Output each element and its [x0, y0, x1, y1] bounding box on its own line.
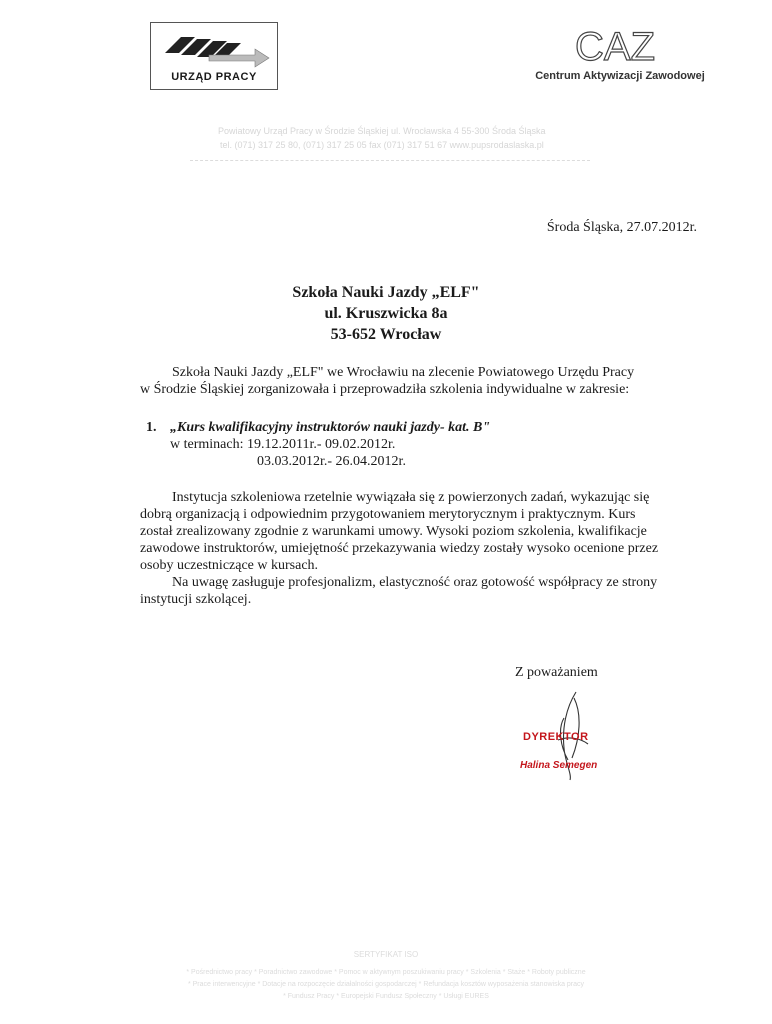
- item-terms-1: w terminach: 19.12.2011r.- 09.02.2012r.: [170, 437, 396, 452]
- item-title: „Kurs kwalifikacyjny instruktorów nauki jazdy- kat. B": [170, 420, 491, 435]
- para2-line1: Instytucja szkoleniowa rzetelnie wywiązała się z powierzonych zadań, wykazując się: [172, 490, 650, 505]
- item-terms-2: 03.03.2012r.- 26.04.2012r.: [257, 454, 406, 469]
- footer-line2: * Prace interwencyjne * Dotacje na rozpoczęcie działalności gospodarczej * Refundacja kosztów wyposażenia stanowiska pracy: [187, 981, 585, 988]
- para2-line5: osoby uczestniczące w kursach.: [140, 558, 319, 573]
- para3-line1: Na uwagę zasługuje profesjonalizm, elastyczność oraz gotowość współpracy ze strony: [172, 575, 658, 590]
- para2-line4: zawodowe instruktorów, umiejętność przekazywania wiedzy zostały wysoko ocenione przez: [140, 541, 659, 556]
- closing-greeting: Z poważaniem: [515, 665, 598, 680]
- stamp-name: Halina Semegen: [520, 760, 598, 771]
- intro-line2: w Środzie Śląskiej zorganizowała i przeprowadziła szkolenia indywidualne w zakresie:: [140, 382, 630, 397]
- left-logo-text: URZĄD PRACY: [171, 71, 257, 83]
- footer-line3: * Fundusz Pracy * Europejski Fundusz Społeczny * Usługi EURES: [283, 993, 489, 1000]
- caz-logo-mark: CAZ: [575, 25, 655, 66]
- footer-heading: SERTYFIKAT ISO: [353, 950, 419, 959]
- para2-line2: dobrą organizacją i odpowiednim przygotowaniem merytorycznym i praktycznym. Kurs: [140, 507, 636, 522]
- para2-line3: został zrealizowany zgodnie z warunkami umowy. Wysoki poziom szkolenia, kwalifikacje: [140, 524, 647, 539]
- addressee-city: 53-652 Wrocław: [330, 326, 442, 343]
- caz-logo-icon: [575, 20, 655, 66]
- logo-arrows-icon: [151, 25, 277, 75]
- footer-line1: * Pośrednictwo pracy * Poradnictwo zawodowe * Pomoc w aktywnym poszukiwaniu pracy * Szkolenia * Staże * Roboty publiczne: [186, 969, 586, 976]
- addressee-street: ul. Kruszwicka 8a: [324, 305, 448, 322]
- urzad-pracy-logo: [150, 22, 278, 90]
- addressee-name: Szkoła Nauki Jazdy „ELF": [292, 284, 480, 301]
- intro-line1: Szkoła Nauki Jazdy „ELF" we Wrocławiu na zlecenie Powiatowego Urzędu Pracy: [172, 365, 635, 380]
- header-address-line1: Powiatowy Urząd Pracy w Środzie Śląskiej ul. Wrocławska 4 55-300 Środa Śląska: [218, 126, 546, 136]
- header-address-line2: tel. (071) 317 25 80, (071) 317 25 05 fax (071) 317 51 67 www.pupsrodaslaska.pl: [220, 140, 544, 150]
- header-divider: [190, 160, 590, 161]
- para3-line2: instytucji szkolącej.: [140, 592, 252, 607]
- right-logo-text: Centrum Aktywizacji Zawodowej: [535, 70, 705, 82]
- stamp-title: DYREKTOR: [523, 731, 589, 743]
- item-number: 1.: [146, 420, 157, 435]
- date-line: Środa Śląska, 27.07.2012r.: [546, 220, 697, 235]
